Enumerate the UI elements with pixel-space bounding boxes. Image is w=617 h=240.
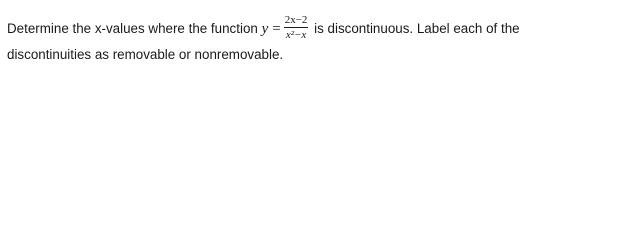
problem-line-2: discontinuities as removable or nonremovable. [7,47,284,62]
math-fraction [284,14,309,41]
problem-statement [7,16,611,68]
problem-text-before: Determine the x-values where the function [7,21,262,37]
math-variable-y: y [261,21,269,38]
problem-line-1 [7,16,611,42]
fraction-numerator: 2x−2 [284,14,308,26]
fraction-denominator: x²−x [285,29,307,41]
equals-sign: = [272,21,281,38]
problem-text-after: is discontinuous. Label each of the [310,21,520,37]
